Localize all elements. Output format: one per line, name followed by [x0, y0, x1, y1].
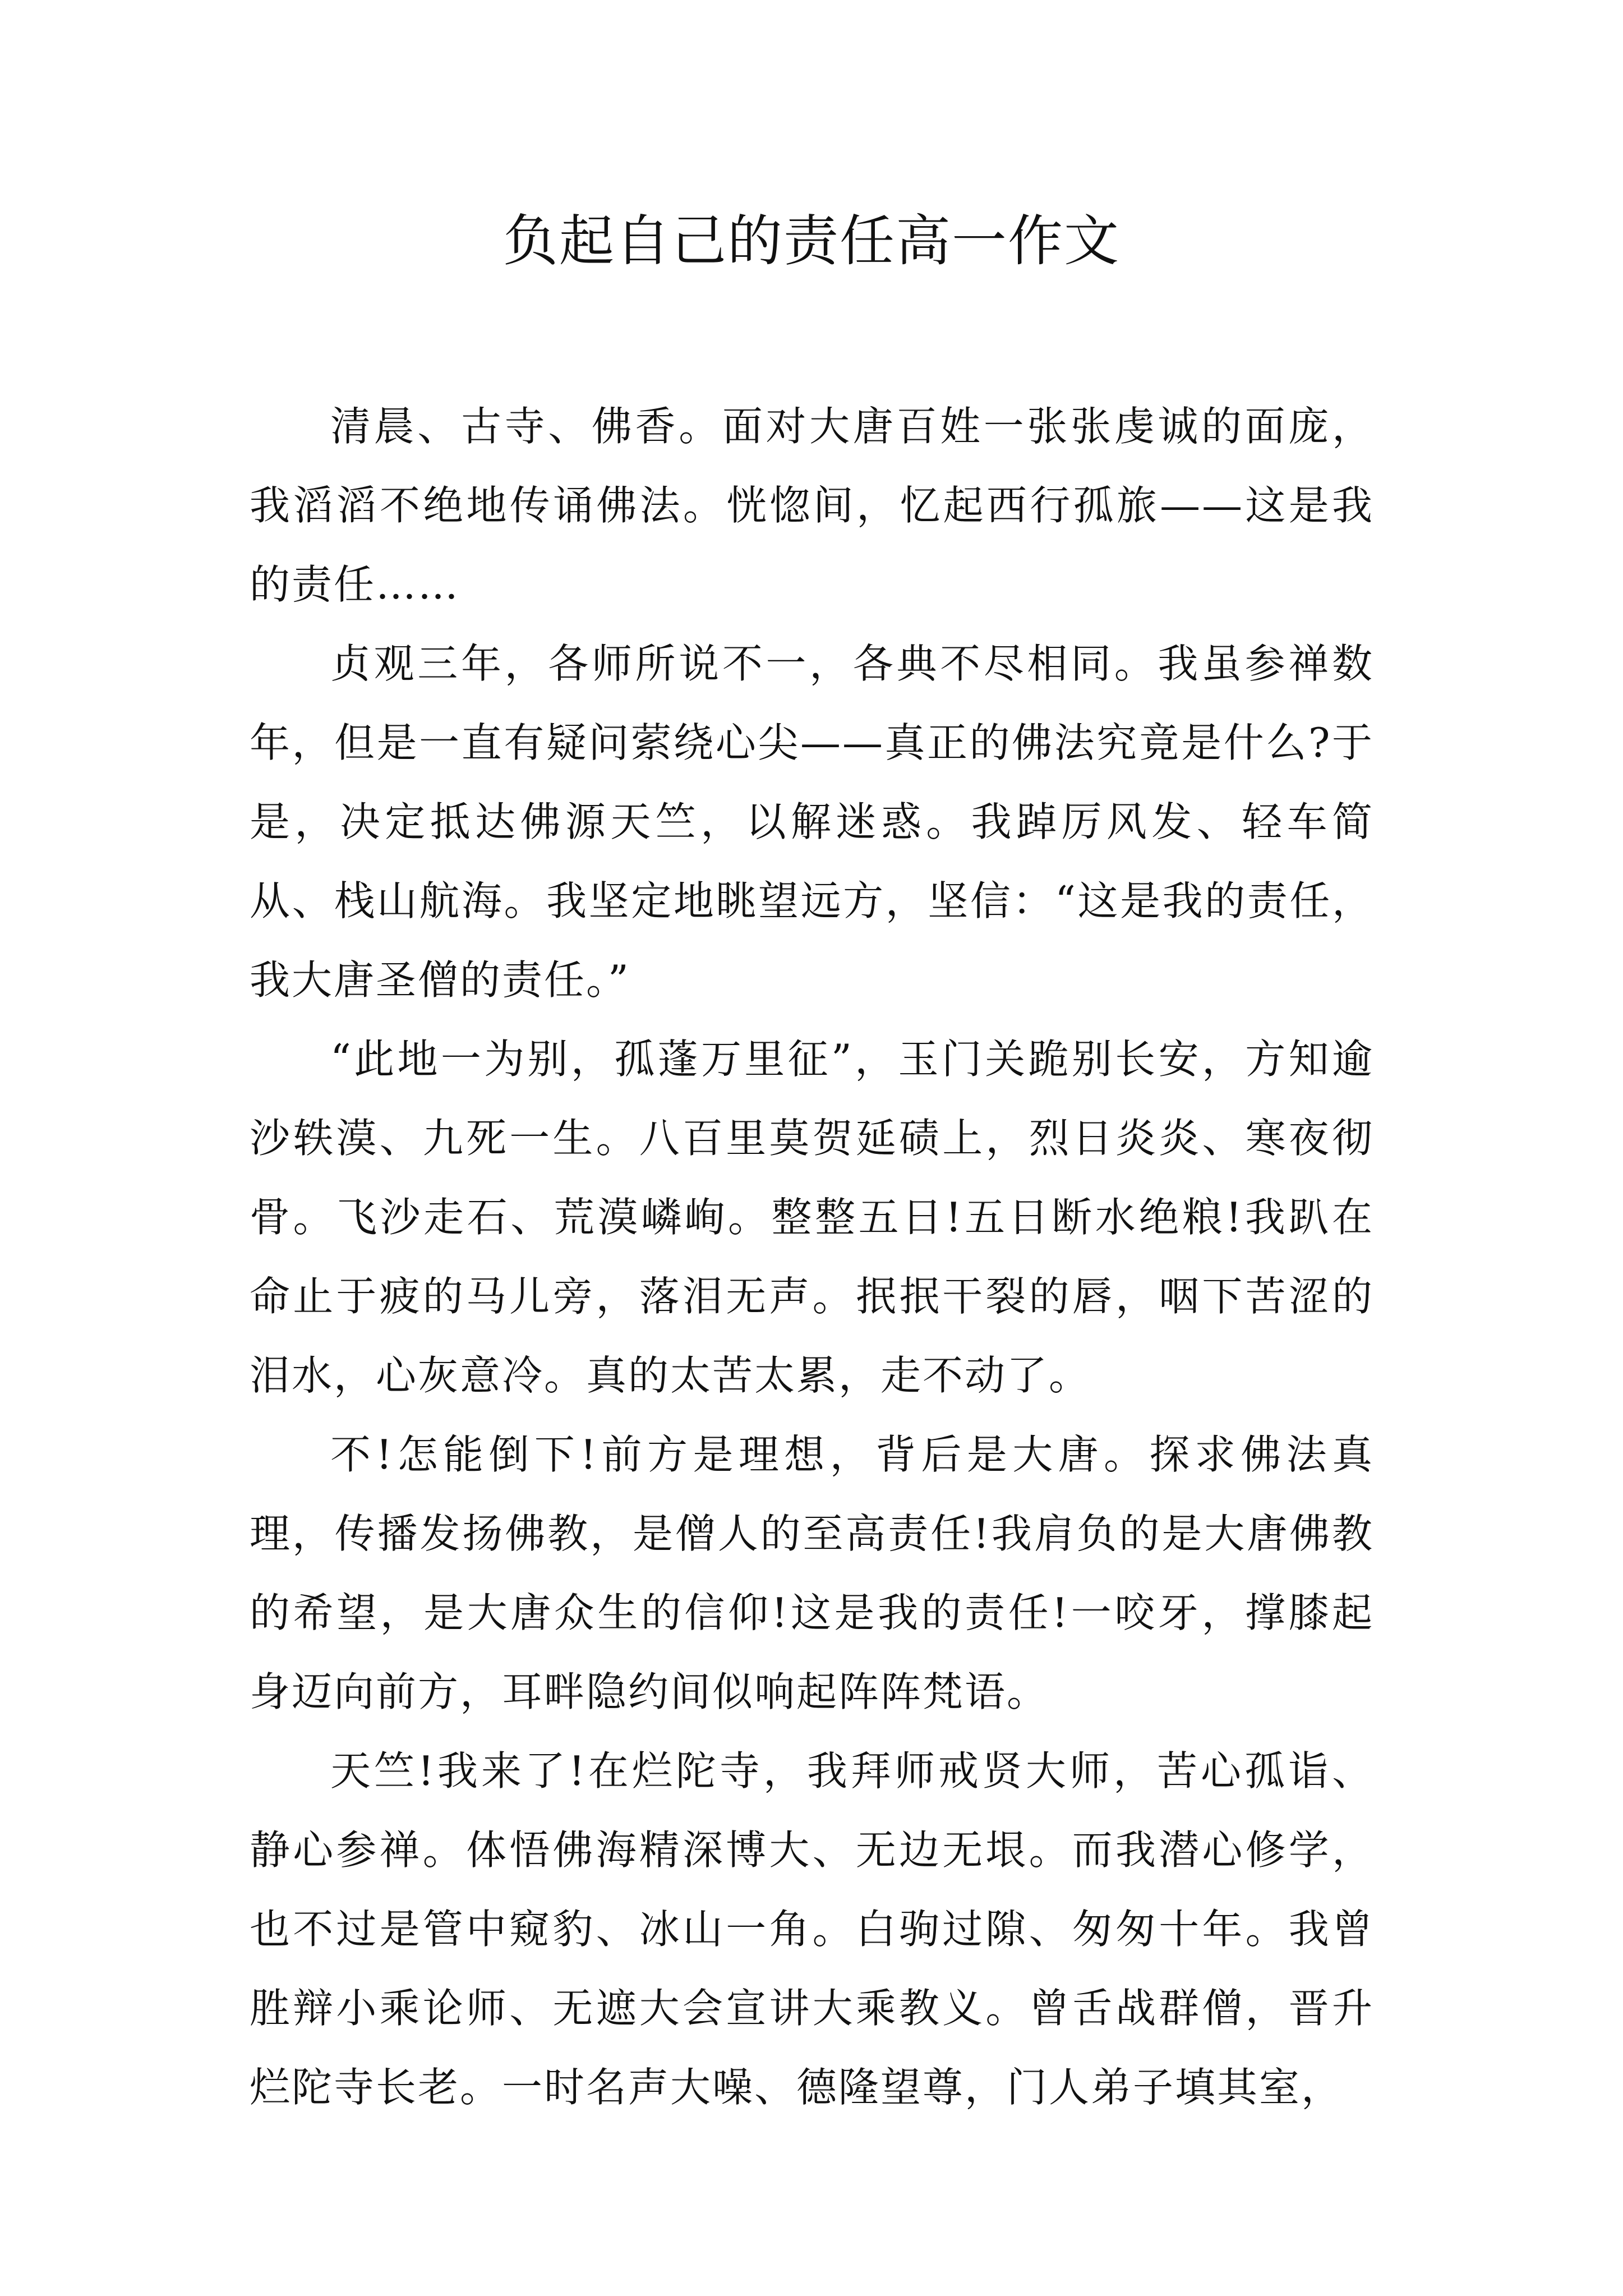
- paragraph-2: 贞观三年，各师所说不一，各典不尽相同。我虽参禅数年，但是一直有疑问萦绕心尖——真正的佛法究竟是什么?于是，决定抵达佛源天竺，以解迷惑。我踔厉风发、轻车简从、栈山航海。我坚定地眺望远方，坚信：“这是我的责任，我大唐圣僧的责任。”: [250, 640, 1374, 1004]
- paragraph-5: 天竺!我来了!在烂陀寺，我拜师戒贤大师，苦心孤诣、静心参禅。体悟佛海精深博大、无边无垠。而我潜心修学，也不过是管中窥豹、冰山一角。白驹过隙、匆匆十年。我曾胜辩小乘论师、无遮大会宣讲大乘教义。曾舌战群僧，晋升烂陀寺长老。一时名声大噪、德隆望尊，门人弟子填其室，: [250, 1747, 1374, 2111]
- document-body: [250, 387, 1374, 2127]
- document-title: 负起自己的责任高一作文: [502, 209, 1120, 273]
- paragraph-1: 清晨、古寺、佛香。面对大唐百姓一张张虔诚的面庞，我滔滔不绝地传诵佛法。恍惚间，忆起西行孤旅——这是我的责任……: [250, 403, 1374, 608]
- paragraph-4: 不!怎能倒下!前方是理想，背后是大唐。探求佛法真理，传播发扬佛教，是僧人的至高责任!我肩负的是大唐佛教的希望，是大唐众生的信仰!这是我的责任!一咬牙，撑膝起身迈向前方，耳畔隐约间似响起阵阵梵语。: [250, 1431, 1374, 1715]
- paragraph-3: “此地一为别，孤蓬万里征”，玉门关跪别长安，方知逾沙轶漠、九死一生。八百里莫贺延碛上，烈日炎炎、寒夜彻骨。飞沙走石、荒漠嶙峋。整整五日!五日断水绝粮!我趴在命止于疲的马儿旁，落泪无声。抿抿干裂的唇，咽下苦涩的泪水，心灰意冷。真的太苦太累，走不动了。: [250, 1036, 1374, 1399]
